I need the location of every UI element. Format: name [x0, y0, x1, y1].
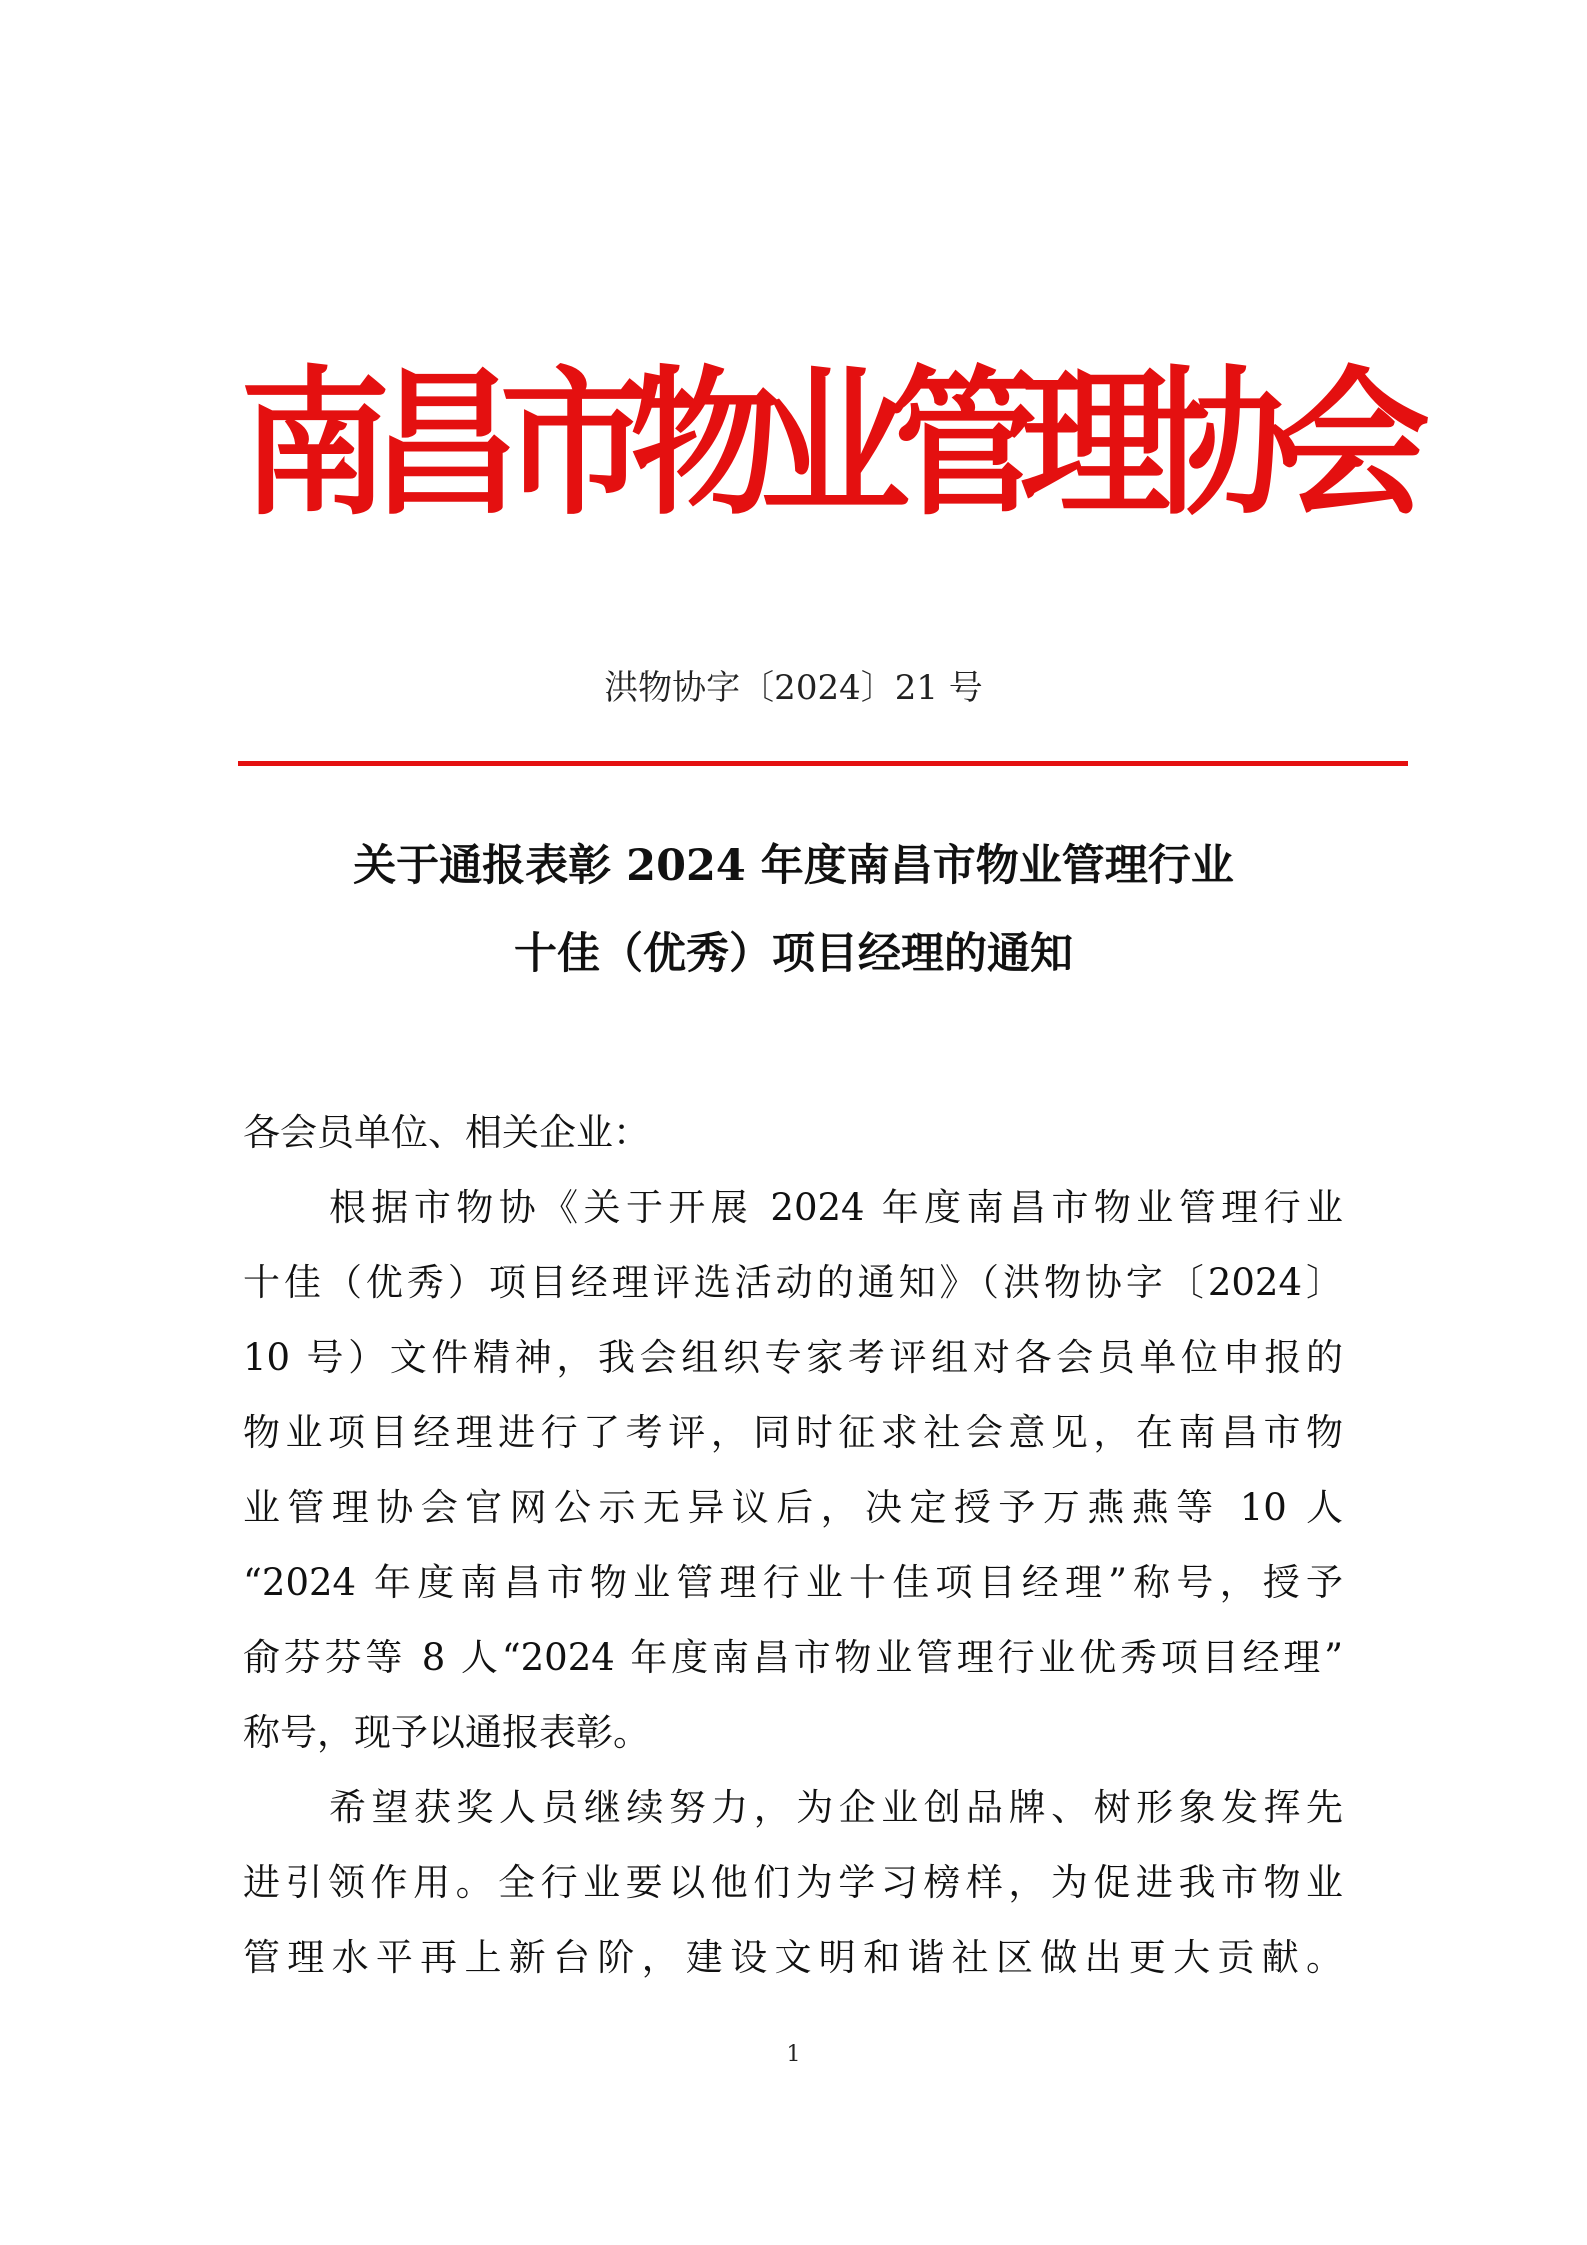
- paragraph-1-line: 根据市物协《关于开展 2024 年度南昌市物业管理行业: [329, 1186, 1343, 1229]
- notice-title-line-1: 关于通报表彰 2024 年度南昌市物业管理行业: [353, 841, 1234, 891]
- salutation: 各会员单位、相关企业：: [243, 1111, 650, 1154]
- organization-title-char: 管: [890, 352, 1041, 538]
- organization-title: [240, 352, 1431, 538]
- paragraph-2-line: 进引领作用。全行业要以他们为学习榜样，为促进我市物业: [243, 1861, 1343, 1904]
- organization-title-char: 业: [760, 352, 911, 538]
- notice-title: [0, 822, 1587, 998]
- paragraph-1-line: 业管理协会官网公示无异议后，决定授予万燕燕等 10 人: [243, 1486, 1343, 1529]
- paragraph-2-line: 管理水平再上新台阶，建设文明和谐社区做出更大贡献。: [243, 1936, 1343, 1979]
- paragraph-1-line: 10 号）文件精神，我会组织专家考评组对各会员单位申报的: [243, 1336, 1343, 1379]
- paragraph-2-line: 希望获奖人员继续努力，为企业创品牌、树形象发挥先: [329, 1786, 1343, 1829]
- document-number: 洪物协字〔2024〕21 号: [604, 668, 983, 708]
- organization-title-char: 物: [630, 352, 781, 538]
- paragraph-1-line: “2024 年度南昌市物业管理行业十佳项目经理”称号，授予: [243, 1561, 1343, 1604]
- paragraph-1-line: 俞芬芬等 8 人“2024 年度南昌市物业管理行业优秀项目经理”: [243, 1636, 1343, 1679]
- notice-title-line-2: 十佳（优秀）项目经理的通知: [514, 929, 1073, 979]
- organization-title-char: 协: [1150, 352, 1301, 538]
- organization-title-char: 南: [240, 352, 391, 538]
- paragraph-1-line: 称号，现予以通报表彰。: [243, 1711, 650, 1754]
- paragraph-1-line: 物业项目经理进行了考评，同时征求社会意见，在南昌市物: [243, 1411, 1343, 1454]
- organization-title-char: 会: [1280, 352, 1431, 538]
- notice-body: [243, 1095, 1343, 1995]
- organization-title-char: 昌: [370, 352, 521, 538]
- page-number: 1: [786, 2042, 801, 2067]
- organization-title-char: 市: [500, 352, 651, 538]
- organization-title-char: 理: [1020, 352, 1171, 538]
- paragraph-1-line: 十佳（优秀）项目经理评选活动的通知》（洪物协字〔2024〕: [243, 1261, 1343, 1304]
- header-divider: [238, 761, 1408, 766]
